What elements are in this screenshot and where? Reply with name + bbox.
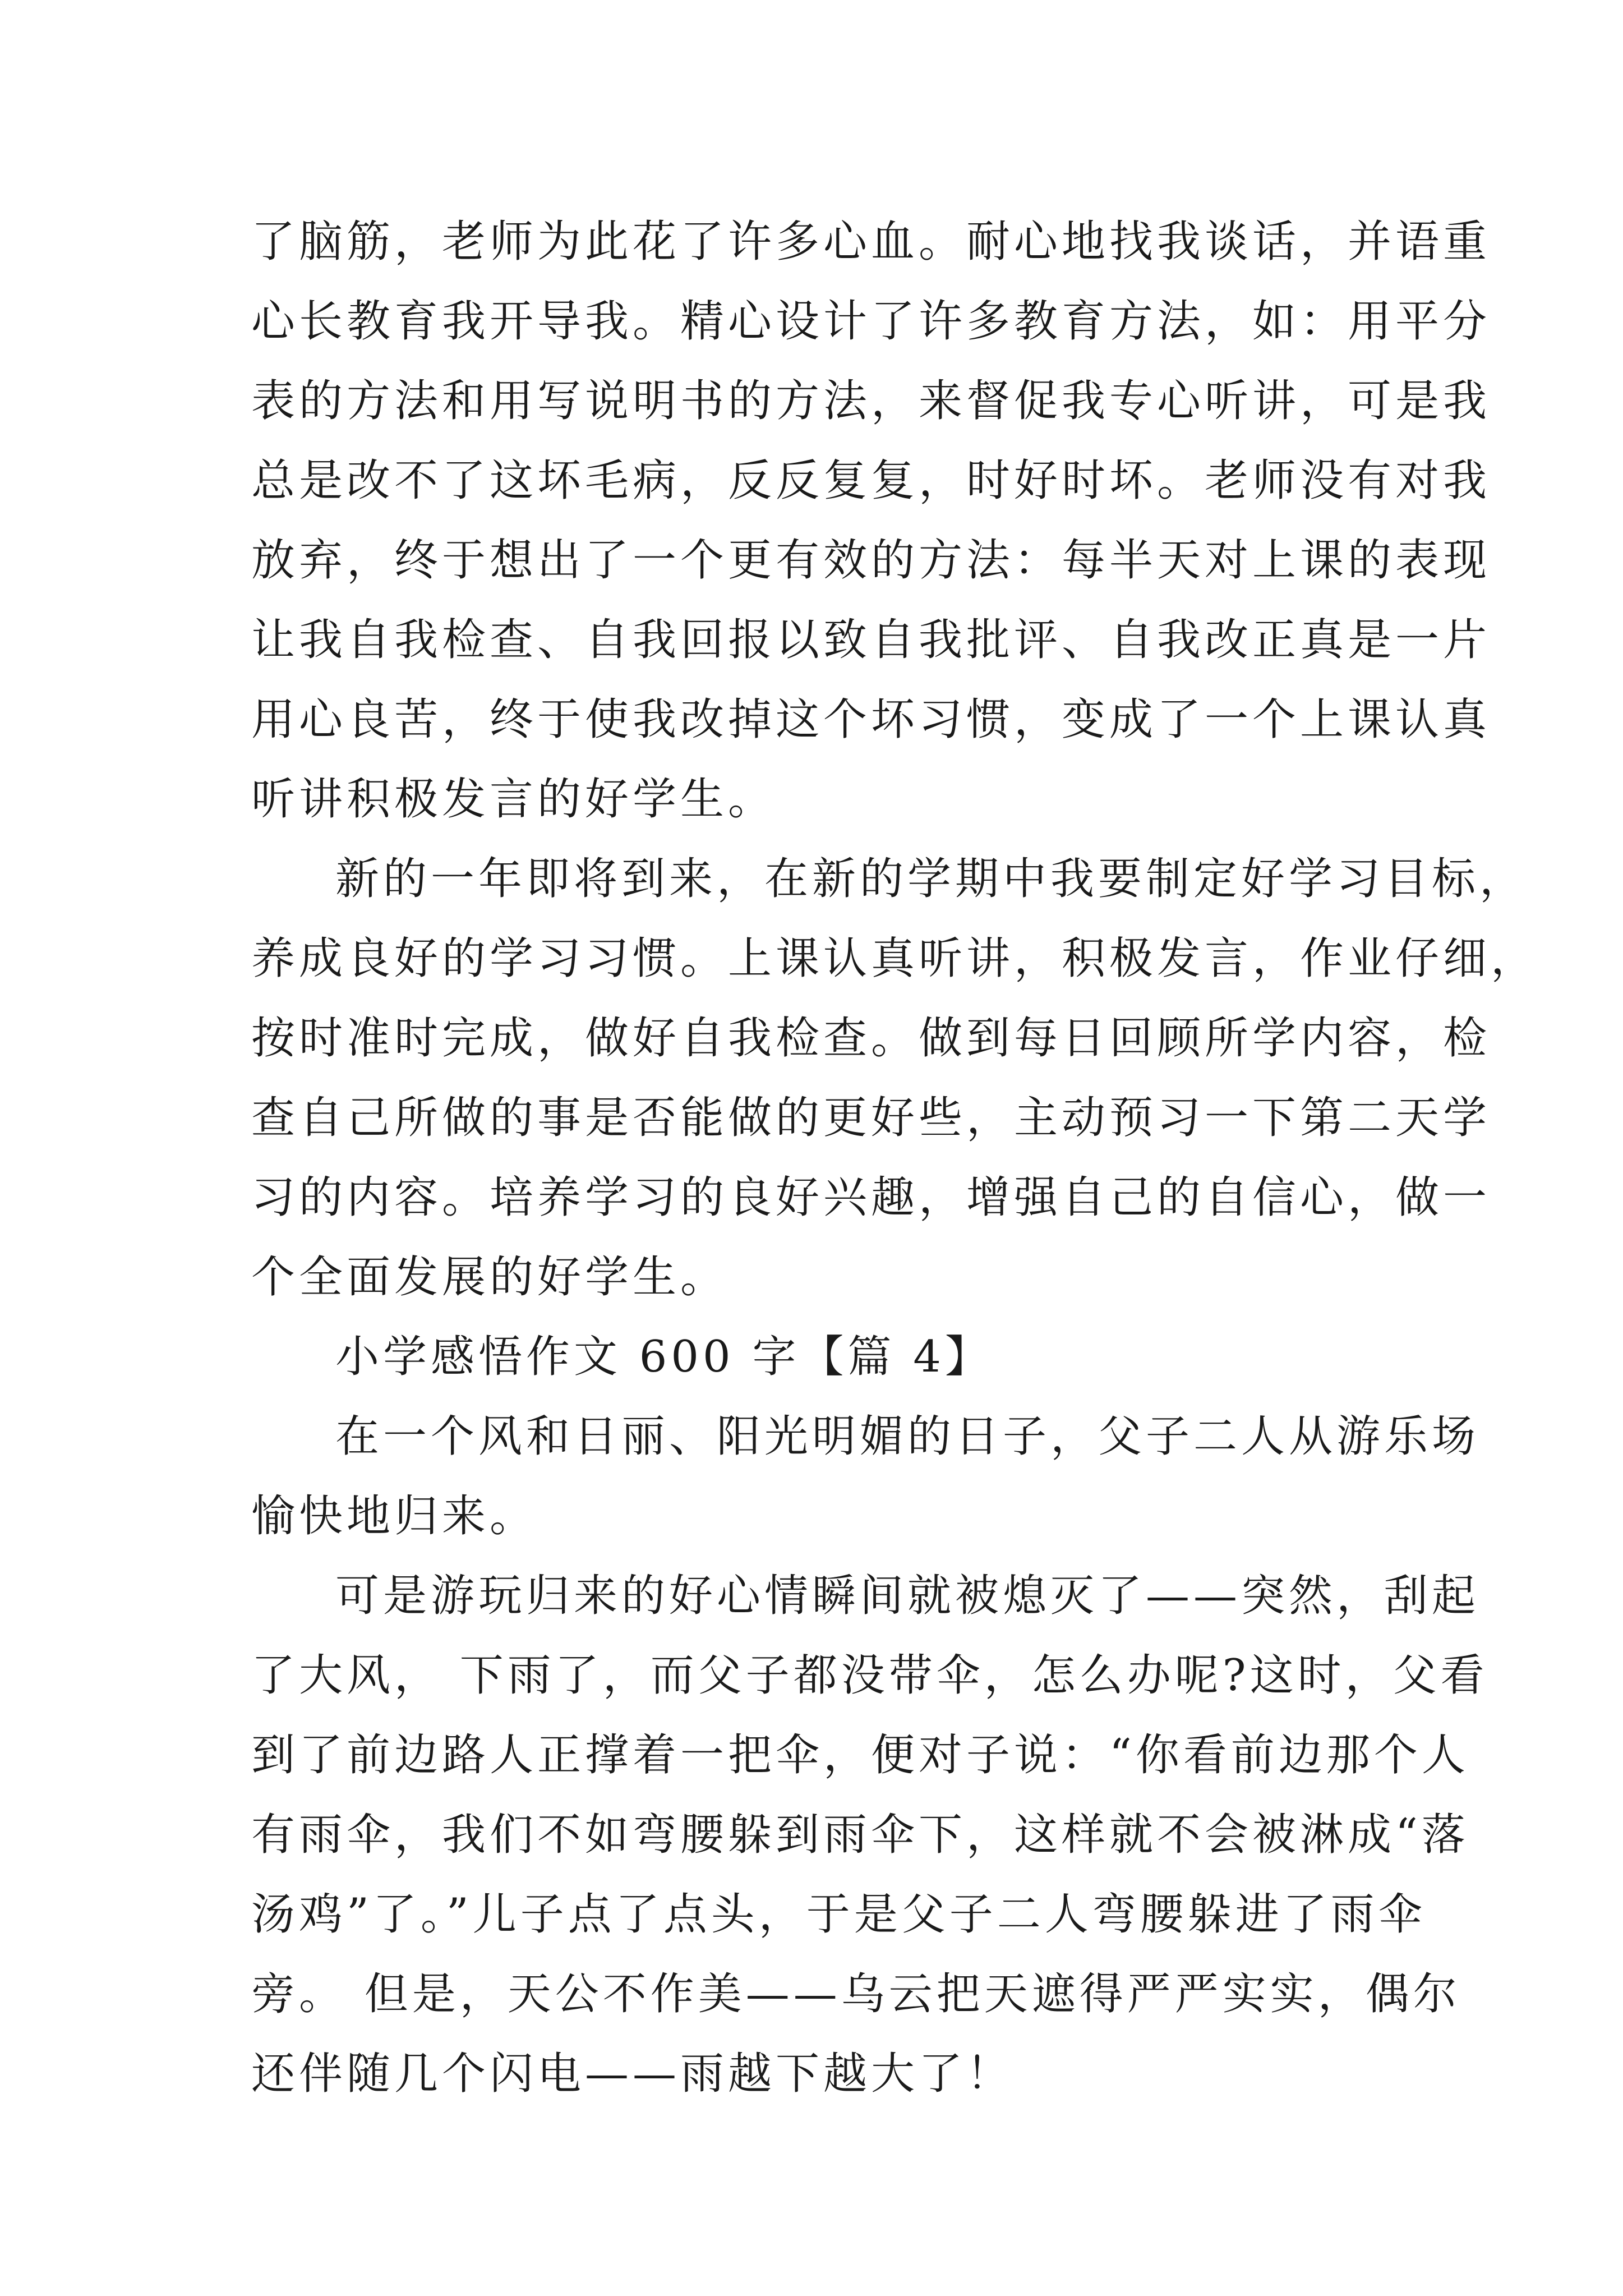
text-line: 汤鸡”了。”儿子点了点头，于是父子二人弯腰躲进了雨伞 xyxy=(251,1889,1426,1940)
text-line: 让我自我检查、自我回报以致自我批评、自我改正真是一片 xyxy=(251,615,1491,665)
text-line: 了大风， 下雨了，而父子都没带伞，怎么办呢?这时，父看 xyxy=(251,1650,1488,1701)
paragraph-first-line: 在一个风和日丽、阳光明媚的日子，父子二人从游乐场 xyxy=(335,1411,1480,1462)
text-line: 按时准时完成，做好自我检查。做到每日回顾所学内容，检 xyxy=(251,1013,1491,1064)
text-line: 查自己所做的事是否能做的更好些，主动预习一下第二天学 xyxy=(251,1093,1491,1143)
text-line: 还伴随几个闪电——雨越下越大了！ xyxy=(251,2049,1015,2099)
text-line: 习的内容。培养学习的良好兴趣，增强自己的自信心，做一 xyxy=(251,1172,1491,1223)
text-line: 养成良好的学习习惯。上课认真听讲，积极发言，作业仔细， xyxy=(251,933,1539,984)
text-line: 表的方法和用写说明书的方法，来督促我专心听讲，可是我 xyxy=(251,376,1491,426)
text-line: 旁。 但是，天公不作美——乌云把天遮得严严实实，偶尔 xyxy=(251,1969,1461,2019)
document-body xyxy=(251,202,1539,2114)
text-line: 到了前边路人正撑着一把伞，便对子说：“你看前边那个人 xyxy=(251,1730,1469,1780)
text-line: 愉快地归来。 xyxy=(251,1491,538,1542)
text-line: 总是改不了这坏毛病，反反复复，时好时坏。老师没有对我 xyxy=(251,455,1491,506)
text-line: 心长教育我开导我。精心设计了许多教育方法，如：用平分 xyxy=(251,296,1491,347)
section-heading: 小学感悟作文 600 字【篇 4】 xyxy=(335,1332,993,1382)
paragraph-first-line: 新的一年即将到来，在新的学期中我要制定好学习目标， xyxy=(335,854,1528,904)
text-line: 听讲积极发言的好学生。 xyxy=(251,774,776,825)
paragraph-first-line: 可是游玩归来的好心情瞬间就被熄灭了——突然，刮起 xyxy=(335,1571,1480,1621)
text-line: 了脑筋，老师为此花了许多心血。耐心地找我谈话，并语重 xyxy=(251,217,1491,267)
text-line: 放弃，终于想出了一个更有效的方法：每半天对上课的表现 xyxy=(251,535,1491,586)
text-line: 用心良苦，终于使我改掉这个坏习惯，变成了一个上课认真 xyxy=(251,694,1491,745)
text-line: 个全面发展的好学生。 xyxy=(251,1252,728,1303)
text-line: 有雨伞，我们不如弯腰躲到雨伞下，这样就不会被淋成“落 xyxy=(251,1810,1469,1860)
